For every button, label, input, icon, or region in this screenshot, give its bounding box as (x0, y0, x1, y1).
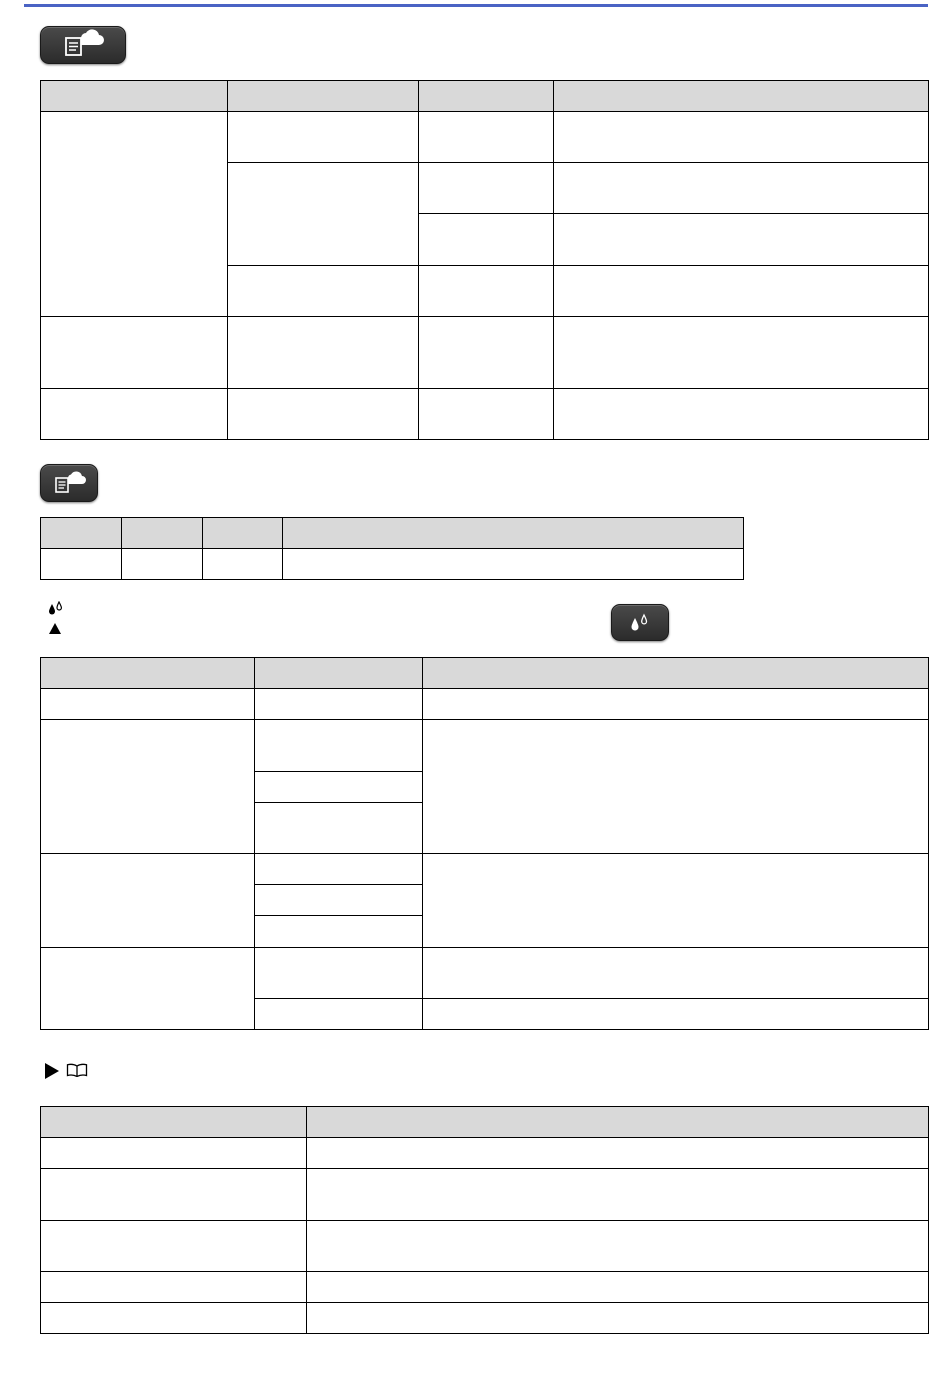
triangle-icon (48, 622, 62, 635)
table-cell (41, 389, 228, 440)
table-cell (307, 1138, 929, 1169)
table-row (41, 1303, 929, 1334)
table-cell (554, 214, 929, 266)
table-cell (554, 266, 929, 317)
table-cell (41, 948, 255, 1030)
table-cell (255, 999, 423, 1030)
ink-drops-icon (612, 605, 668, 640)
table-row (41, 112, 929, 163)
table-cell (41, 1138, 307, 1169)
table-cell (423, 720, 929, 854)
web-button-table (40, 517, 744, 580)
header-cell (554, 81, 929, 112)
table-cell (41, 689, 255, 720)
header-cell (419, 81, 554, 112)
table-cell (283, 549, 744, 580)
header-cell (307, 1107, 929, 1138)
table-row (41, 689, 929, 720)
table-cell (41, 720, 255, 854)
table-header-row (41, 1107, 929, 1138)
table-cell (228, 266, 419, 317)
table-cell (307, 1221, 929, 1272)
table-cell (423, 854, 929, 948)
header-cell (283, 518, 744, 549)
header-cell (41, 81, 228, 112)
table-cell (41, 317, 228, 389)
table-cell (255, 948, 423, 999)
header-cell (41, 658, 255, 689)
table-cell (419, 112, 554, 163)
table-cell (255, 885, 423, 916)
table-cell (554, 163, 929, 214)
web-settings-table (40, 80, 929, 440)
header-cell (228, 81, 419, 112)
table-cell (554, 112, 929, 163)
document-cloud-icon (41, 465, 97, 501)
table-cell (554, 317, 929, 389)
table-cell (228, 163, 419, 266)
table-cell (419, 389, 554, 440)
document-cloud-icon (41, 27, 125, 63)
table-cell (307, 1272, 929, 1303)
table-cell (307, 1169, 929, 1221)
table-cell (255, 720, 423, 772)
table-cell (419, 317, 554, 389)
table-row (41, 1169, 929, 1221)
table-cell (255, 772, 423, 803)
table-cell (255, 803, 423, 854)
web-button-large[interactable] (40, 26, 126, 64)
table-row (41, 1138, 929, 1169)
header-cell (122, 518, 203, 549)
header-cell (255, 658, 423, 689)
table-cell (423, 948, 929, 999)
table-cell (41, 112, 228, 317)
table-cell (122, 549, 203, 580)
table-cell (554, 389, 929, 440)
table-row (41, 948, 929, 999)
table-cell (255, 916, 423, 948)
table-row (41, 1272, 929, 1303)
header-cell (41, 518, 122, 549)
table-cell (203, 549, 283, 580)
table-cell (419, 214, 554, 266)
reference-table (40, 1106, 929, 1334)
top-rule (24, 4, 928, 7)
table-row (41, 317, 929, 389)
table-cell (228, 317, 419, 389)
table-row (41, 854, 929, 885)
web-button-small[interactable] (40, 464, 98, 502)
table-cell (41, 1303, 307, 1334)
play-arrow-icon[interactable] (43, 1062, 61, 1080)
table-cell (419, 266, 554, 317)
table-cell (41, 1272, 307, 1303)
header-cell (423, 658, 929, 689)
table-cell (228, 389, 419, 440)
header-cell (41, 1107, 307, 1138)
table-row (41, 389, 929, 440)
table-cell (419, 163, 554, 214)
table-cell (423, 999, 929, 1030)
table-cell (255, 854, 423, 885)
open-book-icon[interactable] (66, 1063, 88, 1077)
header-cell (203, 518, 283, 549)
table-header-row (41, 518, 744, 549)
table-cell (228, 112, 419, 163)
ink-drops-icon (47, 601, 65, 615)
table-row (41, 1221, 929, 1272)
table-cell (423, 689, 929, 720)
table-cell (41, 854, 255, 948)
table-cell (41, 1221, 307, 1272)
table-row (41, 720, 929, 772)
table-cell (255, 689, 423, 720)
ink-settings-table (40, 657, 929, 1030)
table-cell (307, 1303, 929, 1334)
table-cell (41, 549, 122, 580)
table-header-row (41, 658, 929, 689)
table-header-row (41, 81, 929, 112)
ink-button[interactable] (611, 604, 669, 641)
table-row (41, 549, 744, 580)
table-cell (41, 1169, 307, 1221)
